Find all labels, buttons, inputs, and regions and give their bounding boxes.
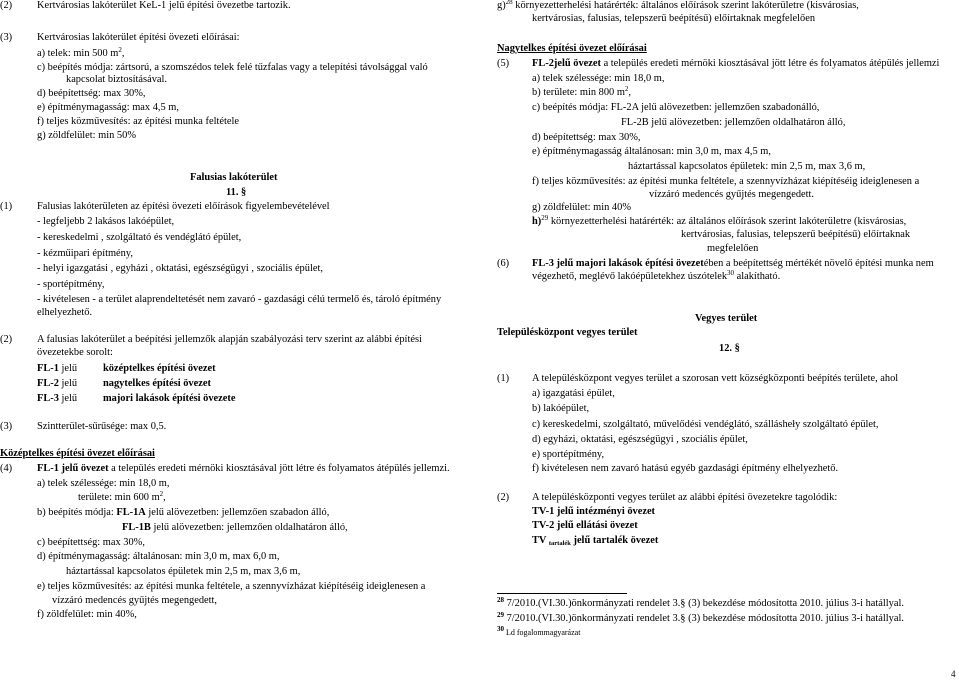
n-item-f2: vízzáró medencés gyűjtés megengedett. [649, 189, 815, 200]
f4-text: FL-1 jelű övezet a település eredeti mérnöki kiosztásával jött létre és folyamatos átépülés jellemzi. [37, 463, 450, 474]
page-number: 4 [951, 669, 956, 679]
n-item-e2: háztartással kapcsolatos épületek: min 2,5 m, max 3,6 m, [628, 161, 866, 172]
section-11: 11. § [226, 187, 247, 198]
zone-name-2: nagytelkes építési övezet [103, 378, 211, 389]
f-item-5: - sportépítmény, [37, 279, 105, 290]
m-item-e: e) teljes közművesítés: az építési munka feltétele, a szennyvízházat kiépítéséig ideiglenesen a [37, 581, 426, 592]
n-item-a: a) telek szélessége: min 18,0 m, [532, 73, 665, 84]
kert-item-a: a) telek: min 500 $m^2$, [37, 46, 125, 59]
g-emission-line: g)$^{28}$ környezetterhelési határérték: általános előírások szerint lakóterületre (kisvárosias, [497, 0, 859, 11]
f-item-6-cont: elhelyezhető. [37, 307, 93, 318]
tv2-zone: TV-2 jelű ellátási övezet [532, 520, 638, 531]
para-2-text: Kertvárosias lakóterület KeL-1 jelű építési övezetbe tartozik. [37, 0, 291, 11]
m-item-d: d) építménymagasság: általánosan: min 3,0 m, max 6,0 m, [37, 551, 280, 562]
footnote-29: $^{29}$ 7/2010.(VI.30.)önkormányzati rendelet 3.§ (3) bekezdése módosította 2010. július 3-i hatállyal. [497, 611, 904, 624]
f2-text: A falusias lakóterület a beépítési jellemzők alapján szabályozási terv szerint az alábbi építési [37, 334, 422, 345]
v-item-e: e) sportépítmény, [532, 449, 605, 460]
v-item-b: b) lakóépület, [532, 403, 590, 414]
f2-text-cont: övezetekbe sorolt: [37, 347, 113, 358]
m-item-a-area: területe: min 600 $m^2$, [78, 490, 166, 503]
v-item-d: d) egyházi, oktatási, egészségügyi , szociális épület, [532, 434, 748, 445]
f3-text: Szintterület-sűrűsége: max 0,5. [37, 421, 167, 432]
m-item-e2: vízzáró medencés gyűjtés megengedett, [52, 595, 218, 606]
zone-row-1: FL-1 jelű [37, 363, 78, 374]
v1-number: (1) [497, 373, 510, 384]
f4-number: (4) [0, 463, 13, 474]
falusias-heading: Falusias lakóterület [190, 172, 278, 183]
m-item-b: b) beépítés módja: FL-1A jelű alövezetben: jellemzően szabadon álló, [37, 507, 330, 518]
f3-number: (3) [0, 421, 13, 432]
m-item-d2: háztartással kapcsolatos épületek min 2,5 m, max 3,6 m, [66, 566, 301, 577]
kert-item-c-cont: kapcsolat biztosításával. [66, 74, 167, 85]
footnote-30: $^{30}$ Ld fogalommagyarázat [497, 625, 581, 637]
r5-number: (5) [497, 58, 510, 69]
f-item-3: - kézműipari építmény, [37, 248, 133, 259]
r5-text: FL-2jelű övezet a település eredeti mérnöki kiosztásával jött létre és folyamatos átépülés jellemzi [532, 58, 940, 69]
n-item-d: d) beépítettség: max 30%, [532, 132, 641, 143]
footnote-divider [497, 593, 627, 594]
telepkozpont-heading: Településközpont vegyes terület [497, 327, 638, 338]
v-item-c: c) kereskedelmi, szolgáltató, művelődési vendéglátó, szállásheły szolgáltató épület, [532, 419, 879, 430]
n-item-c: c) beépítés módja: FL-2A jelű alövezetben: jellemzően szabadonálló, [532, 102, 820, 113]
f1-text: Falusias lakóterületen az építési övezeti előírások figyelembevételével [37, 201, 330, 212]
v-item-a: a) igazgatási épület, [532, 388, 615, 399]
f2-number: (2) [0, 334, 13, 345]
para-2-number: (2) [0, 0, 13, 11]
para-3-number: (3) [0, 32, 13, 43]
kert-item-c: c) beépítés módja: zártsorú, a szomszédos telek felé tűzfalas vagy a telepítési távolsággal való [37, 62, 428, 73]
n-item-b: b) területe: min 800 $m^2$, [532, 85, 632, 98]
n-item-f: f) teljes közművesítés: az építési munka feltétele, a szennyvízházat kiépítéséig ideiglenesen a [532, 176, 920, 187]
v2-text: A településközponti vegyes terület az alábbi építési övezetekre tagolódik: [532, 492, 838, 503]
r6-number: (6) [497, 258, 510, 269]
g-emission-cont: kertvárosias, falusias, telepszerű beépítésű) előírtaknak megfelelően [532, 13, 816, 24]
footnote-28: $^{28}$ 7/2010.(VI.30.)önkormányzati rendelet 3.§ (3) bekezdése módosította 2010. július 3-i hatállyal. [497, 596, 904, 609]
n-item-h3: megfelelően [707, 243, 759, 254]
zone-name-3: majori lakások építési övezete [103, 393, 236, 404]
n-item-g: g) zöldfelület: min 40% [532, 202, 631, 213]
m-item-a: a) telek szélessége: min 18,0 m, [37, 478, 170, 489]
kert-item-f: f) teljes közművesítés: az építési munka feltétele [37, 116, 239, 127]
m-item-b2: FL-1B jelű alövezetben: jellemzően oldalhatáron álló, [122, 522, 348, 533]
f-item-6: - kivételesen - a terület alaprendeltetését nem zavaró - gazdasági célú termelő és, tároló építmény [37, 294, 442, 305]
r6-text: FL-3 jelű majori lakások építési övezetében a beépítettség mértékét növelő építési munka nem [532, 258, 934, 269]
v-item-f: f) kivételesen nem zavaró hatású egyéb gazdasági építmény elhelyezhető. [532, 463, 839, 474]
m-item-c: c) beépítettség: max 30%, [37, 537, 145, 548]
tv1-zone: TV-1 jelű intézményi övezet [532, 506, 656, 517]
kozep-heading: Középtelkes építési övezet előírásai [0, 448, 155, 459]
kert-item-e: e) építménymagasság: max 4,5 m, [37, 102, 179, 113]
v1-text: A településközpont vegyes terület a szorosan vett községközponti beépítés területe, ahol [532, 373, 899, 384]
v2-number: (2) [497, 492, 510, 503]
section-12: 12. § [719, 343, 740, 354]
f1-number: (1) [0, 201, 13, 212]
n-item-h2: kertvárosias, falusias, telepszerű beépítésű) előírtaknak [681, 229, 911, 240]
f-item-1: - legfeljebb 2 lakásos lakóépület, [37, 216, 175, 227]
kert-item-g: g) zöldfelület: min 50% [37, 130, 136, 141]
para-3-text: Kertvárosias lakóterület építési övezeti előírásai: [37, 32, 240, 43]
zone-row-2: FL-2 jelű [37, 378, 78, 389]
zone-name-1: középtelkes építési övezet [103, 363, 216, 374]
zone-row-3: FL-3 jelű [37, 393, 78, 404]
r6-text-cont: végezhető, meglévő lakóépületekhez úszótelek$^{30}$ alakítható. [532, 269, 781, 282]
vegyes-heading: Vegyes terület [695, 313, 758, 324]
kert-item-d: d) beépítettség: max 30%, [37, 88, 146, 99]
tv-reserve-zone: TV $_{tartalék}$ jelű tartalék övezet [532, 535, 659, 547]
n-item-h: h)$^{29}$ környezetterhelési határérték: az általános előírások szerint lakóterületre (kisvárosias, [532, 214, 907, 227]
n-item-e: e) építménymagasság általánosan: min 3,0 m, max 4,5 m, [532, 146, 771, 157]
m-item-f: f) zöldfelület: min 40%, [37, 609, 137, 620]
n-item-c2: FL-2B jelű alövezetben: jellemzően oldalhatáron álló, [621, 117, 846, 128]
nagy-heading: Nagytelkes építési övezet előírásai [497, 43, 647, 54]
f-item-4: - helyi igazgatási , egyházi , oktatási, egészségügyi , szociális épület, [37, 263, 323, 274]
f-item-2: - kereskedelmi , szolgáltató és vendéglátó épület, [37, 232, 242, 243]
